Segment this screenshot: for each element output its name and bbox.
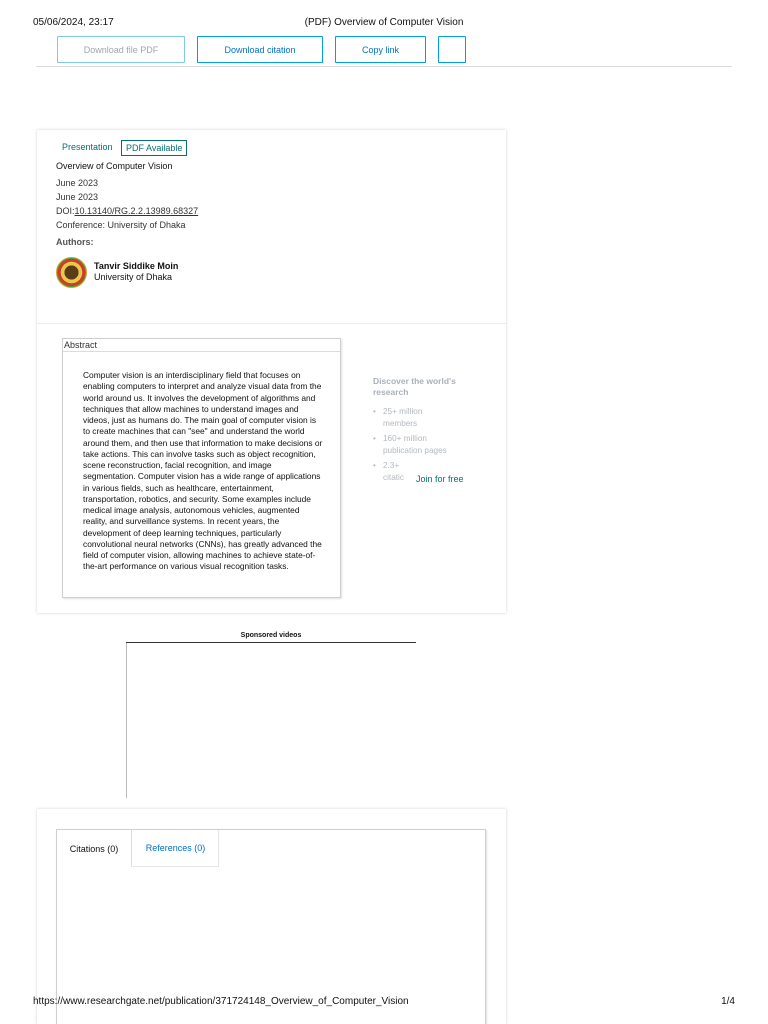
citations-card <box>37 809 506 1024</box>
toolbar-divider <box>36 66 732 67</box>
sponsored-label: Sponsored videos <box>240 632 302 639</box>
promo-item: • 160+ million publication pages <box>373 433 453 456</box>
tab-citations[interactable]: Citations (0) <box>57 830 132 867</box>
print-page-number: 1/4 <box>721 996 735 1007</box>
sponsored-videos <box>126 632 416 798</box>
authors-label: Authors: <box>56 237 94 247</box>
sponsored-divider <box>126 642 416 643</box>
print-url: https://www.researchgate.net/publication/371724148_Overview_of_Computer_Vision <box>33 996 409 1007</box>
citations-tabs <box>56 829 486 1024</box>
author-name[interactable]: Tanvir Siddike Moin <box>94 261 179 271</box>
more-options-button[interactable] <box>438 36 466 63</box>
promo-item: • 2.3+ citatic <box>373 460 406 483</box>
publication-date: June 2023 <box>56 178 99 188</box>
publication-card <box>37 130 506 613</box>
tab-references[interactable]: References (0) <box>133 830 219 867</box>
author-avatar[interactable] <box>56 257 87 288</box>
print-page-title: (PDF) Overview of Computer Vision <box>304 17 464 28</box>
copy-link-button[interactable]: Copy link <box>335 36 426 63</box>
doi-label: DOI: <box>56 206 75 216</box>
conference: Conference: University of Dhaka <box>56 220 186 230</box>
print-footer <box>33 996 735 1010</box>
join-for-free-button[interactable]: Join for free <box>416 474 464 484</box>
abstract-text: Computer vision is an interdisciplinary field that focuses on enabling computers to interpret and analyze visual data from the world around us. It involves the development of algorithms and techniques that allow machines to understand images and videos, just as humans do. The main goal of computer vision is to create machines that can "see" and understand the world around them, and then use that information to make decisions or take actions. This can involve tasks such as object recognition, scene reconstruction, facial recognition, and image segmentation. Computer vision has a wide range of applications in various fields, such as healthcare, entertainment, transportation, robotics, and security. Some examples include medical image analysis, autonomous vehicles, augmented reality, and surveillance systems. In recent years, the development of deep learning techniques, particularly convolutional neural networks (CNNs), has greatly advanced the field of computer vision, allowing machines to achieve state-of-the-art performance on various visual recognition tasks. <box>83 370 323 572</box>
author-affiliation: University of Dhaka <box>94 272 173 282</box>
doi <box>56 206 198 216</box>
print-datetime: 05/06/2024, 23:17 <box>33 17 114 28</box>
abstract-heading: Abstract <box>63 339 340 352</box>
section-divider <box>37 323 506 324</box>
pdf-available-badge[interactable]: PDF Available <box>121 140 187 156</box>
doi-link[interactable]: 10.13140/RG.2.2.13989.68327 <box>74 206 199 216</box>
download-pdf-button[interactable]: Download file PDF <box>57 36 185 63</box>
promo-item: • 25+ million members <box>373 406 453 429</box>
conference-date: June 2023 <box>56 192 99 202</box>
print-header <box>33 17 735 31</box>
publication-title: Overview of Computer Vision <box>56 161 173 171</box>
publication-type-tag[interactable]: Presentation <box>62 142 113 152</box>
download-citation-button[interactable]: Download citation <box>197 36 323 63</box>
abstract-panel <box>62 338 341 598</box>
promo-title: Discover the world's research <box>373 376 456 397</box>
video-frame[interactable] <box>126 643 127 798</box>
